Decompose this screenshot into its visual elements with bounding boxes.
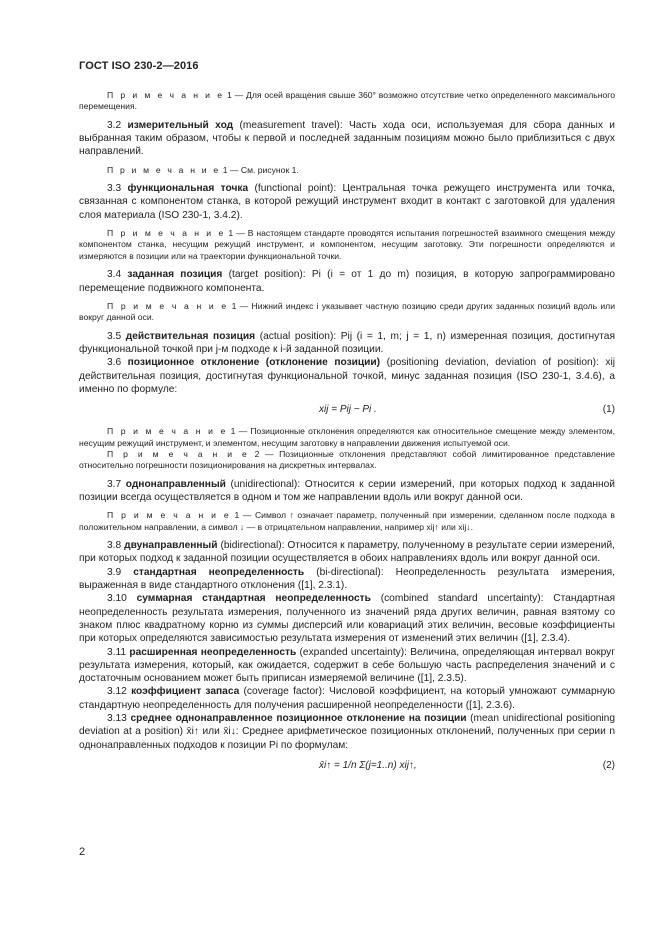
definition-3-11: [79, 646, 615, 686]
formula-expression: xij = Pij − Pi .: [319, 404, 377, 416]
note: [79, 301, 615, 324]
term: позиционное отклонение (отклонение позиции): [127, 357, 381, 369]
definition-3-2: [79, 119, 615, 159]
definition-3-12: [79, 685, 615, 712]
page-body: [79, 90, 615, 782]
note: [79, 165, 615, 176]
clause-number: 3.3: [107, 183, 128, 195]
formula-number: (1): [602, 404, 615, 416]
clause-number: 3.11: [107, 646, 130, 658]
note: [79, 510, 615, 533]
term: однонаправленный: [125, 478, 226, 490]
definition-text: (bidirectional): Относится к параметру, полученному в результате серии измерений, при которых подход к заданной позиции осуществляется в обоих направлениях вдоль или вокруг данной оси.: [79, 540, 615, 565]
page-number: 2: [79, 846, 86, 858]
definition-text: (mean unidirectional positioning deviation at a position) x̄i↑ или x̄i↓: Среднее арифметическое позиционных отклонений, полученных при серии n однонаправленных подходов к позиции Pi по формулам:: [79, 713, 615, 751]
definition-3-7: [79, 478, 615, 505]
clause-number: 3.2: [107, 119, 128, 131]
definition-3-6: [79, 356, 615, 396]
note: [79, 449, 615, 472]
definition-3-4: [79, 268, 615, 295]
definition-text: (combined standard uncertainty): Стандартная неопределенность результата измерения, полученного из значений ряда других величин, равная взятому со знаком плюс квадратному корню из суммы дисперсий или ковариаций этих величин, весовые коэффициенты при которых определяются зависимостью результата измерения от изменений этих величин ([1], 2.3.4).: [79, 593, 615, 645]
definition-text: (unidirectional): Относится к серии измерений, при которых подход к заданной позиции всегда осуществляется в одном и том же направлении вдоль или вокруг данной оси.: [79, 478, 615, 504]
clause-number: 3.10: [107, 593, 137, 605]
term: суммарная стандартная неопределенность: [136, 593, 371, 605]
clause-number: 3.9: [107, 566, 134, 578]
formula-2: [79, 752, 615, 782]
definition-3-10: [79, 592, 615, 645]
note: [79, 426, 615, 449]
note: [79, 90, 615, 113]
note-text: 1 — См. рисунок 1.: [220, 164, 299, 175]
term: двунаправленный: [124, 540, 218, 552]
note: [79, 228, 615, 262]
definition-text: (actual position): Pij (i = 1, m; j = 1, n) измеренная позиция, достигнутая функциональной точкой при j-м подходе к i-й заданной позиции.: [79, 330, 615, 355]
definition-text: (coverage factor): Числовой коэффициент, на который умножают суммарную стандартную неопределенность для получения расширенной неопределенности ([1], 2.3.6).: [79, 686, 615, 711]
clause-number: 3.7: [107, 478, 126, 490]
definition-3-5: [79, 330, 615, 357]
definition-text: (functional point): Центральная точка режущего инструмента или точка, связанная с компонентом станка, в которой режущий инструмент входит в контакт с заготовкой для удаления слоя материала (ISO 230-1, 3.4.2).: [79, 183, 616, 221]
note-label: П р и м е ч а н и е: [107, 448, 250, 459]
definition-3-9: [79, 566, 615, 593]
note-label: П р и м е ч а н и е: [107, 426, 228, 437]
term: заданная позиция: [127, 269, 223, 281]
term: функциональная точка: [127, 183, 249, 195]
note-label: П р и м е ч а н и е: [107, 164, 221, 175]
note-label: П р и м е ч а н и е: [107, 300, 229, 311]
clause-number: 3.6: [107, 357, 128, 369]
definition-3-8: [79, 539, 615, 566]
definition-text: (expanded uncertainty): Величина, определяющая интервал вокруг результата измерения, который, как ожидается, содержит в себе большую часть распределения значений и с достаточным основанием может быть приписан измеряемой величине ([1], 2.3.5).: [79, 646, 615, 685]
term: среднее однонаправленное позиционное отклонение на позиции: [130, 713, 467, 724]
term: расширенная неопределенность: [129, 646, 297, 658]
document-header: ГОСТ ISO 230-2—2016: [79, 60, 199, 72]
note-text: 1 — Нижний индекс i указывает частную позицию среди других заданных позиций вдоль или вокруг данной оси.: [79, 300, 615, 323]
definition-text: (positioning deviation, deviation of position): xij действительная позиция, достигнутая функциональной точкой, минус заданная позиция (ISO 230-1, 3.4.6), а именно по формуле:: [79, 357, 615, 395]
note-label: П р и м е ч а н и е: [107, 90, 225, 100]
definition-text: (measurement travel): Часть хода оси, используемая для сбора данных и выбранная таким образом, чтобы к первой и последней заданным позициям можно было приблизиться с двух направлений.: [79, 119, 615, 158]
clause-number: 3.8: [107, 540, 125, 552]
note-text: 1 — Для осей вращения свыше 360° возможно отсутствие четко определенного максимального перемещения.: [79, 90, 615, 112]
clause-number: 3.4: [107, 269, 128, 281]
definition-3-13: [79, 712, 615, 752]
term: измерительный ход: [127, 119, 234, 131]
note-label: П р и м е ч а н и е: [107, 510, 231, 521]
note-text: 2 — Позиционные отклонения представляют собой лимитированное представление относительно погрешности позиционирования на дискретных интервалах.: [79, 448, 615, 471]
definition-text: (bi-directional): Неопределенность результата измерения, выраженная в виде стандартного отклонения ([1], 2.3.1).: [79, 566, 616, 592]
term: стандартная неопределенность: [133, 566, 305, 578]
formula-1: [79, 396, 615, 426]
note-label: П р и м е ч а н и е: [107, 228, 226, 238]
definition-text: (target position): Pi (i = от 1 до m) позиция, в которую запрограммировано перемещение подвижного компонента.: [79, 269, 616, 294]
formula-expression: x̄i↑ = 1/n Σ(j=1..n) xij↑,: [319, 759, 417, 771]
definition-3-3: [79, 182, 615, 222]
note-text: 1 — В настоящем стандарте проводятся испытания погрешностей взаимного смещения между компонентом станка, несущим режущий инструмент, и компонентом, несущим заготовку. Эти погрешности определяются и измеряются в позиции или на траектории функциональной точки.: [79, 228, 615, 261]
clause-number: 3.13: [107, 713, 131, 724]
term: коэффициент запаса: [131, 686, 240, 698]
formula-number: (2): [602, 759, 615, 771]
clause-number: 3.5: [107, 330, 126, 342]
clause-number: 3.12: [107, 686, 132, 698]
note-text: 1 — Позиционные отклонения определяются как относительное смещение между элементом, несущим режущий инструмент, и элементом, несущим заготовку в направлении движения испытуемой оси.: [79, 426, 615, 448]
term: действительная позиция: [125, 330, 256, 342]
note-text: 1 — Символ ↑ означает параметр, полученный при измерении, сделанном после подхода в положительном направлении, а символ ↓ — в отрицательном направлении, например xij↑ или xij↓.: [79, 510, 615, 532]
